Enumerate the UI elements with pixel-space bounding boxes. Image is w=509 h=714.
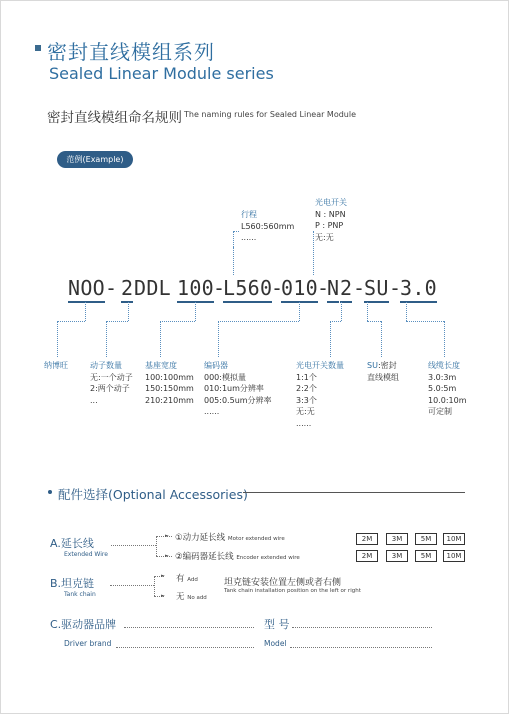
label-switch-count-l3: 3:3个 [296, 395, 317, 405]
label-seal [367, 360, 399, 383]
code-dash: - [389, 276, 402, 300]
accessories-rule [243, 492, 465, 493]
code-encoder: 010 [281, 276, 319, 300]
length-option-10m[interactable]: 10M [443, 550, 465, 562]
label-seal-l1: 直线模组 [367, 372, 399, 382]
label-cable-l2: 5.0:5m [428, 384, 457, 393]
connector [106, 321, 128, 322]
connector [195, 302, 196, 321]
connector [330, 321, 341, 322]
label-cable-l1: 3.0:3m [428, 372, 457, 382]
row-a-opt2 [175, 550, 300, 562]
code-switch-type: N [327, 276, 340, 300]
label-switch-count-l2: 2:2个 [296, 384, 317, 393]
code-brand: NOO [68, 276, 106, 300]
code-switch-count: 2 [340, 276, 353, 300]
label-width-l1: 100:100mm [145, 372, 194, 382]
label-encoder-l2: 010:1um分辨率 [204, 384, 264, 393]
code-dash: - [353, 276, 366, 300]
row-a-bracket [156, 556, 172, 557]
connector [57, 321, 85, 322]
length-option-5m[interactable]: 5M [415, 550, 437, 562]
label-width-l2: 150:150mm [145, 384, 194, 393]
driver-brand-field[interactable] [124, 627, 254, 628]
row-b-bracket [154, 576, 155, 596]
row-a-opt1-cn: ①动力延长线 [175, 533, 226, 543]
label-switch-count-l1: 1:1个 [296, 372, 317, 382]
length-option-3m[interactable]: 3M [386, 533, 408, 545]
code-seal: SU [364, 276, 389, 300]
row-b-label [50, 575, 96, 598]
length-option-10m[interactable]: 10M [443, 533, 465, 545]
row-c-model-en: Model [264, 639, 287, 648]
label-movers [90, 360, 133, 406]
label-encoder-l1: 000:模拟量 [204, 372, 246, 382]
code-dash: - [271, 276, 284, 300]
accessories-title: 配件选择(Optional Accessories) [58, 487, 248, 502]
switch-annotation-title: 光电开关 [315, 198, 347, 207]
connector [330, 321, 331, 357]
row-a-leader [111, 545, 156, 546]
row-a-opt1 [175, 531, 285, 543]
arrow-icon: ► [165, 533, 169, 539]
label-width-l3: 210:210mm [145, 395, 194, 405]
code-series: DDL [134, 276, 172, 300]
row-a-bracket [156, 536, 172, 537]
label-brand [44, 360, 68, 372]
label-switch-count-title: 光电开关数量 [296, 361, 344, 370]
stroke-annotation-line1: L560:560mm [241, 221, 295, 231]
label-cable-title: 线缆长度 [428, 361, 460, 370]
connector [406, 302, 407, 321]
row-a-opt2-en: Encoder extended wire [236, 555, 300, 561]
code-stroke: L560 [223, 276, 273, 300]
stroke-annotation [241, 209, 294, 244]
row-b-opt1-cn: 有 [176, 574, 185, 584]
connector [381, 321, 382, 357]
naming-title-cn: 密封直线模组命名规则 [47, 110, 182, 126]
title-cn: 密封直线模组系列 [47, 40, 215, 64]
row-a-cn: A.延长线 [50, 537, 94, 550]
connector [444, 321, 445, 357]
connector [406, 321, 444, 322]
row-b-leader [110, 585, 154, 586]
length-option-2m[interactable]: 2M [356, 550, 378, 562]
row-b-cn: B.坦克链 [50, 577, 95, 590]
label-seal-code: SU [367, 361, 378, 370]
switch-annotation-line2: P : PNP [315, 221, 344, 230]
naming-title-en: The naming rules for Sealed Linear Module [184, 110, 357, 119]
stroke-annotation-line2: ...... [241, 233, 257, 242]
label-encoder-l4: ...... [204, 407, 220, 416]
connector [160, 321, 161, 357]
label-movers-l3: ... [90, 395, 98, 405]
connector [218, 321, 299, 322]
code-dash: - [105, 276, 118, 300]
row-c-model-cn: 型 号 [264, 618, 290, 631]
label-switch-count-l4: 无:无 [296, 407, 315, 416]
connector [218, 321, 219, 357]
connector [85, 302, 86, 321]
switch-annotation-line3: 无:无 [315, 232, 334, 242]
code-dash: - [213, 276, 226, 300]
example-pill: 范例(Example) [57, 151, 133, 168]
connector [299, 302, 300, 321]
label-seal-title: :密封 [377, 361, 397, 370]
connector [128, 302, 129, 321]
connector [233, 231, 234, 247]
row-b-en: Tank chain [64, 591, 96, 598]
accessories-bullet [48, 490, 52, 494]
label-movers-l1: 无:一个动子 [90, 372, 133, 382]
code-dash: - [317, 276, 330, 300]
arrow-icon: ► [165, 553, 169, 559]
switch-annotation-line1: N : NPN [315, 209, 346, 219]
row-b-note-cn: 坦克链安装位置左侧或者右侧 [224, 578, 342, 588]
title-en: Sealed Linear Module series [49, 64, 274, 83]
row-a-opt1-en: Motor extended wire [227, 536, 285, 542]
row-b-opt2-en: No add [187, 595, 207, 601]
label-width [145, 360, 194, 406]
arrow-icon: ► [161, 573, 165, 579]
row-c-en: Driver brand [64, 639, 112, 648]
row-b-opt1 [176, 572, 198, 584]
switch-annotation [315, 197, 347, 243]
connector [341, 302, 342, 321]
row-a-label [50, 535, 108, 558]
arrow-icon: ► [161, 593, 165, 599]
label-encoder-l3: 005:0.5um分辨率 [204, 395, 272, 405]
driver-model-field-en[interactable] [290, 647, 432, 648]
label-width-title: 基座宽度 [145, 361, 177, 370]
row-b-opt1-en: Add [187, 577, 198, 583]
label-encoder [204, 360, 272, 418]
label-cable-l4: 可定制 [428, 407, 452, 416]
row-a-opt2-cn: ②编码器延长线 [175, 552, 234, 562]
label-brand-title: 纳博旺 [44, 361, 68, 370]
connector [160, 321, 195, 322]
stroke-annotation-title: 行程 [241, 210, 257, 219]
code-width: 100 [177, 276, 215, 300]
driver-brand-field-en[interactable] [116, 647, 254, 648]
length-option-3m[interactable]: 3M [386, 550, 408, 562]
connector [106, 321, 107, 357]
driver-model-field[interactable] [292, 627, 432, 628]
label-movers-title: 动子数量 [90, 361, 122, 370]
length-option-2m[interactable]: 2M [356, 533, 378, 545]
row-b-note-en: Tank chain installation position on the left or right [224, 588, 361, 594]
connector [233, 247, 234, 275]
row-c-cn: C.驱动器品牌 [50, 618, 117, 631]
label-cable [428, 360, 466, 418]
row-b-opt2-cn: 无 [176, 592, 185, 602]
label-cable-l3: 10.0:10m [428, 395, 467, 405]
label-encoder-title: 编码器 [204, 361, 228, 370]
row-b-opt2 [176, 590, 207, 602]
label-switch-count [296, 360, 344, 429]
label-movers-l2: 2:两个动子 [90, 384, 130, 393]
label-switch-count-l5: ...... [296, 418, 312, 428]
row-a-bracket [156, 536, 157, 556]
row-b-note [224, 575, 361, 594]
code-cable: 3.0 [400, 276, 438, 300]
connector [233, 231, 239, 232]
connector [313, 231, 314, 275]
code-movers: 2 [121, 276, 134, 300]
title-marker [35, 45, 41, 51]
length-option-5m[interactable]: 5M [415, 533, 437, 545]
connector [367, 302, 368, 321]
connector [57, 321, 58, 357]
connector [367, 321, 381, 322]
row-a-en: Extended Wire [64, 551, 108, 558]
